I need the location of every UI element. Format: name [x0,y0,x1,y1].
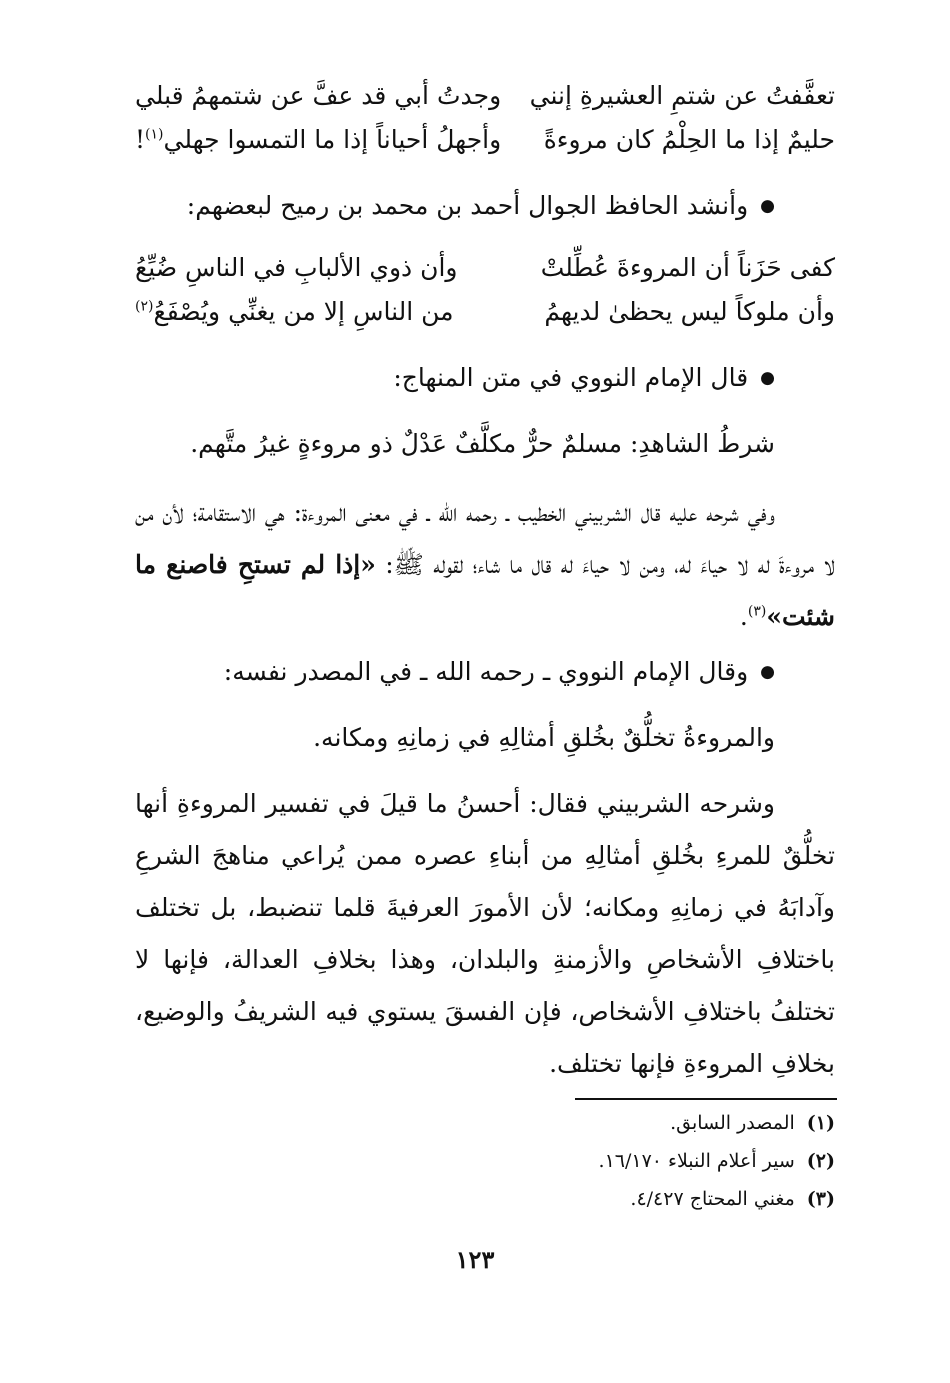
footnote-ref[interactable]: (٢) [135,298,154,315]
hadith-quote: «إذا لم تستحِ فاصنع ما شئت» [135,550,835,631]
quote-paragraph: والمروءةُ تخلُّقٌ بخُلقِ أمثالِهِ في زمانِهِ ومكانه. [313,723,775,752]
footnote-text: سير أعلام النبلاء ١٦/١٧٠. [598,1150,795,1172]
verse-line [135,290,835,334]
footnote-item [135,1142,835,1180]
intro-paragraph: ● قال الإمام النووي في متن المنهاج: [75,352,835,407]
footnote-number: (١) [806,1112,835,1134]
verse-text: من الناسِ إلا من يغنِّي ويُصْفَعُ [153,297,454,326]
quote-paragraph: شرطُ الشاهدِ: مسلمٌ حرٌّ مكلَّفٌ عَدْلٌ ذو مروءةٍ غيرُ متَّهم. [190,429,775,458]
commentary-paragraph: وشرحه الشربيني فقال: أحسنُ ما قيلَ في تفسير المروءةِ أنها تخلُّقٌ للمرءِ بخُلقِ أمثالِهِ من أبناءِ عصره ممن يُراعي مناهجَ الشرعِ وآدابَهُ في زمانِهِ ومكانه؛ لأن الأمورَ العرفيةَ قلما تنضبط، بل تختلف باختلافِ الأشخاصِ والأزمنةِ والبلدان، وهذا بخلافِ العدالة، فإنها لا تختلفُ باختلافِ الأشخاص، فإن الفسقَ يستوي فيه الشريفُ والوضيع، بخلافِ المروءةِ فإنها تختلف. [135,789,835,1078]
verse-hemistich-right: حليمٌ إذا ما الحِلْمُ كان مروءةً [543,125,835,154]
footnote-ref[interactable]: (١) [145,126,164,143]
paragraph-punctuation: . [739,602,748,631]
verse-hemistich-left: وأن ذوي الألبابِ في الناسِ ضُيِّعُ [135,253,458,282]
poem-2 [135,246,835,334]
verse-line [135,74,835,118]
intro-paragraph: ● وأنشد الحافظ الجوال أحمد بن محمد بن رميح لبعضهم: [75,180,835,235]
verse-text: وأجهلُ أحياناً إذا ما التمسوا جهلي [163,125,502,154]
page-number: ١٢٣ [455,1245,495,1274]
verse-hemistich-left: وجدتُ أبي قد عفَّ عن شتمهمُ قبلي [135,81,502,110]
poem-1 [135,74,835,162]
footnote-text: المصدر السابق. [670,1112,795,1134]
verse-hemistich-right: وأن ملوكاً ليس يحظىٰ لديهمُ [544,297,835,326]
footnote-number: (٣) [806,1188,835,1210]
verse-hemistich-left [135,118,501,162]
footnote-item [135,1104,835,1142]
verse-punctuation: ! [135,125,146,154]
verse-hemistich-right: كفى حَزَناً أن المروءةَ عُطِّلتْ [540,253,835,282]
footnote-text: مغني المحتاج ٤/٤٢٧. [630,1188,795,1210]
paragraph-text: وفي شرحه عليه قال الشربيني الخطيب ـ رحمه الله ـ في معنى المروءة: هي الاستقامة؛ لأن من لا مروءةَ له لا حياءَ له، ومن لا حياءَ له قال ما شاء؛ لقوله ﷺ: [135,498,835,579]
verse-hemistich-right: تعفَّفتُ عن شتمِ العشيرةِ إنني [529,81,835,110]
verse-line [135,118,835,162]
footnotes [135,1104,835,1218]
verse-hemistich-left [135,290,454,334]
footnote-number: (٢) [806,1150,835,1172]
footnote-divider [575,1098,837,1100]
intro-paragraph: ● وقال الإمام النووي ـ رحمه الله ـ في المصدر نفسه: [75,646,835,701]
footnote-ref[interactable]: (٣) [747,603,767,620]
footnote-item [135,1180,835,1218]
verse-line [135,246,835,290]
commentary-paragraph [135,487,835,643]
